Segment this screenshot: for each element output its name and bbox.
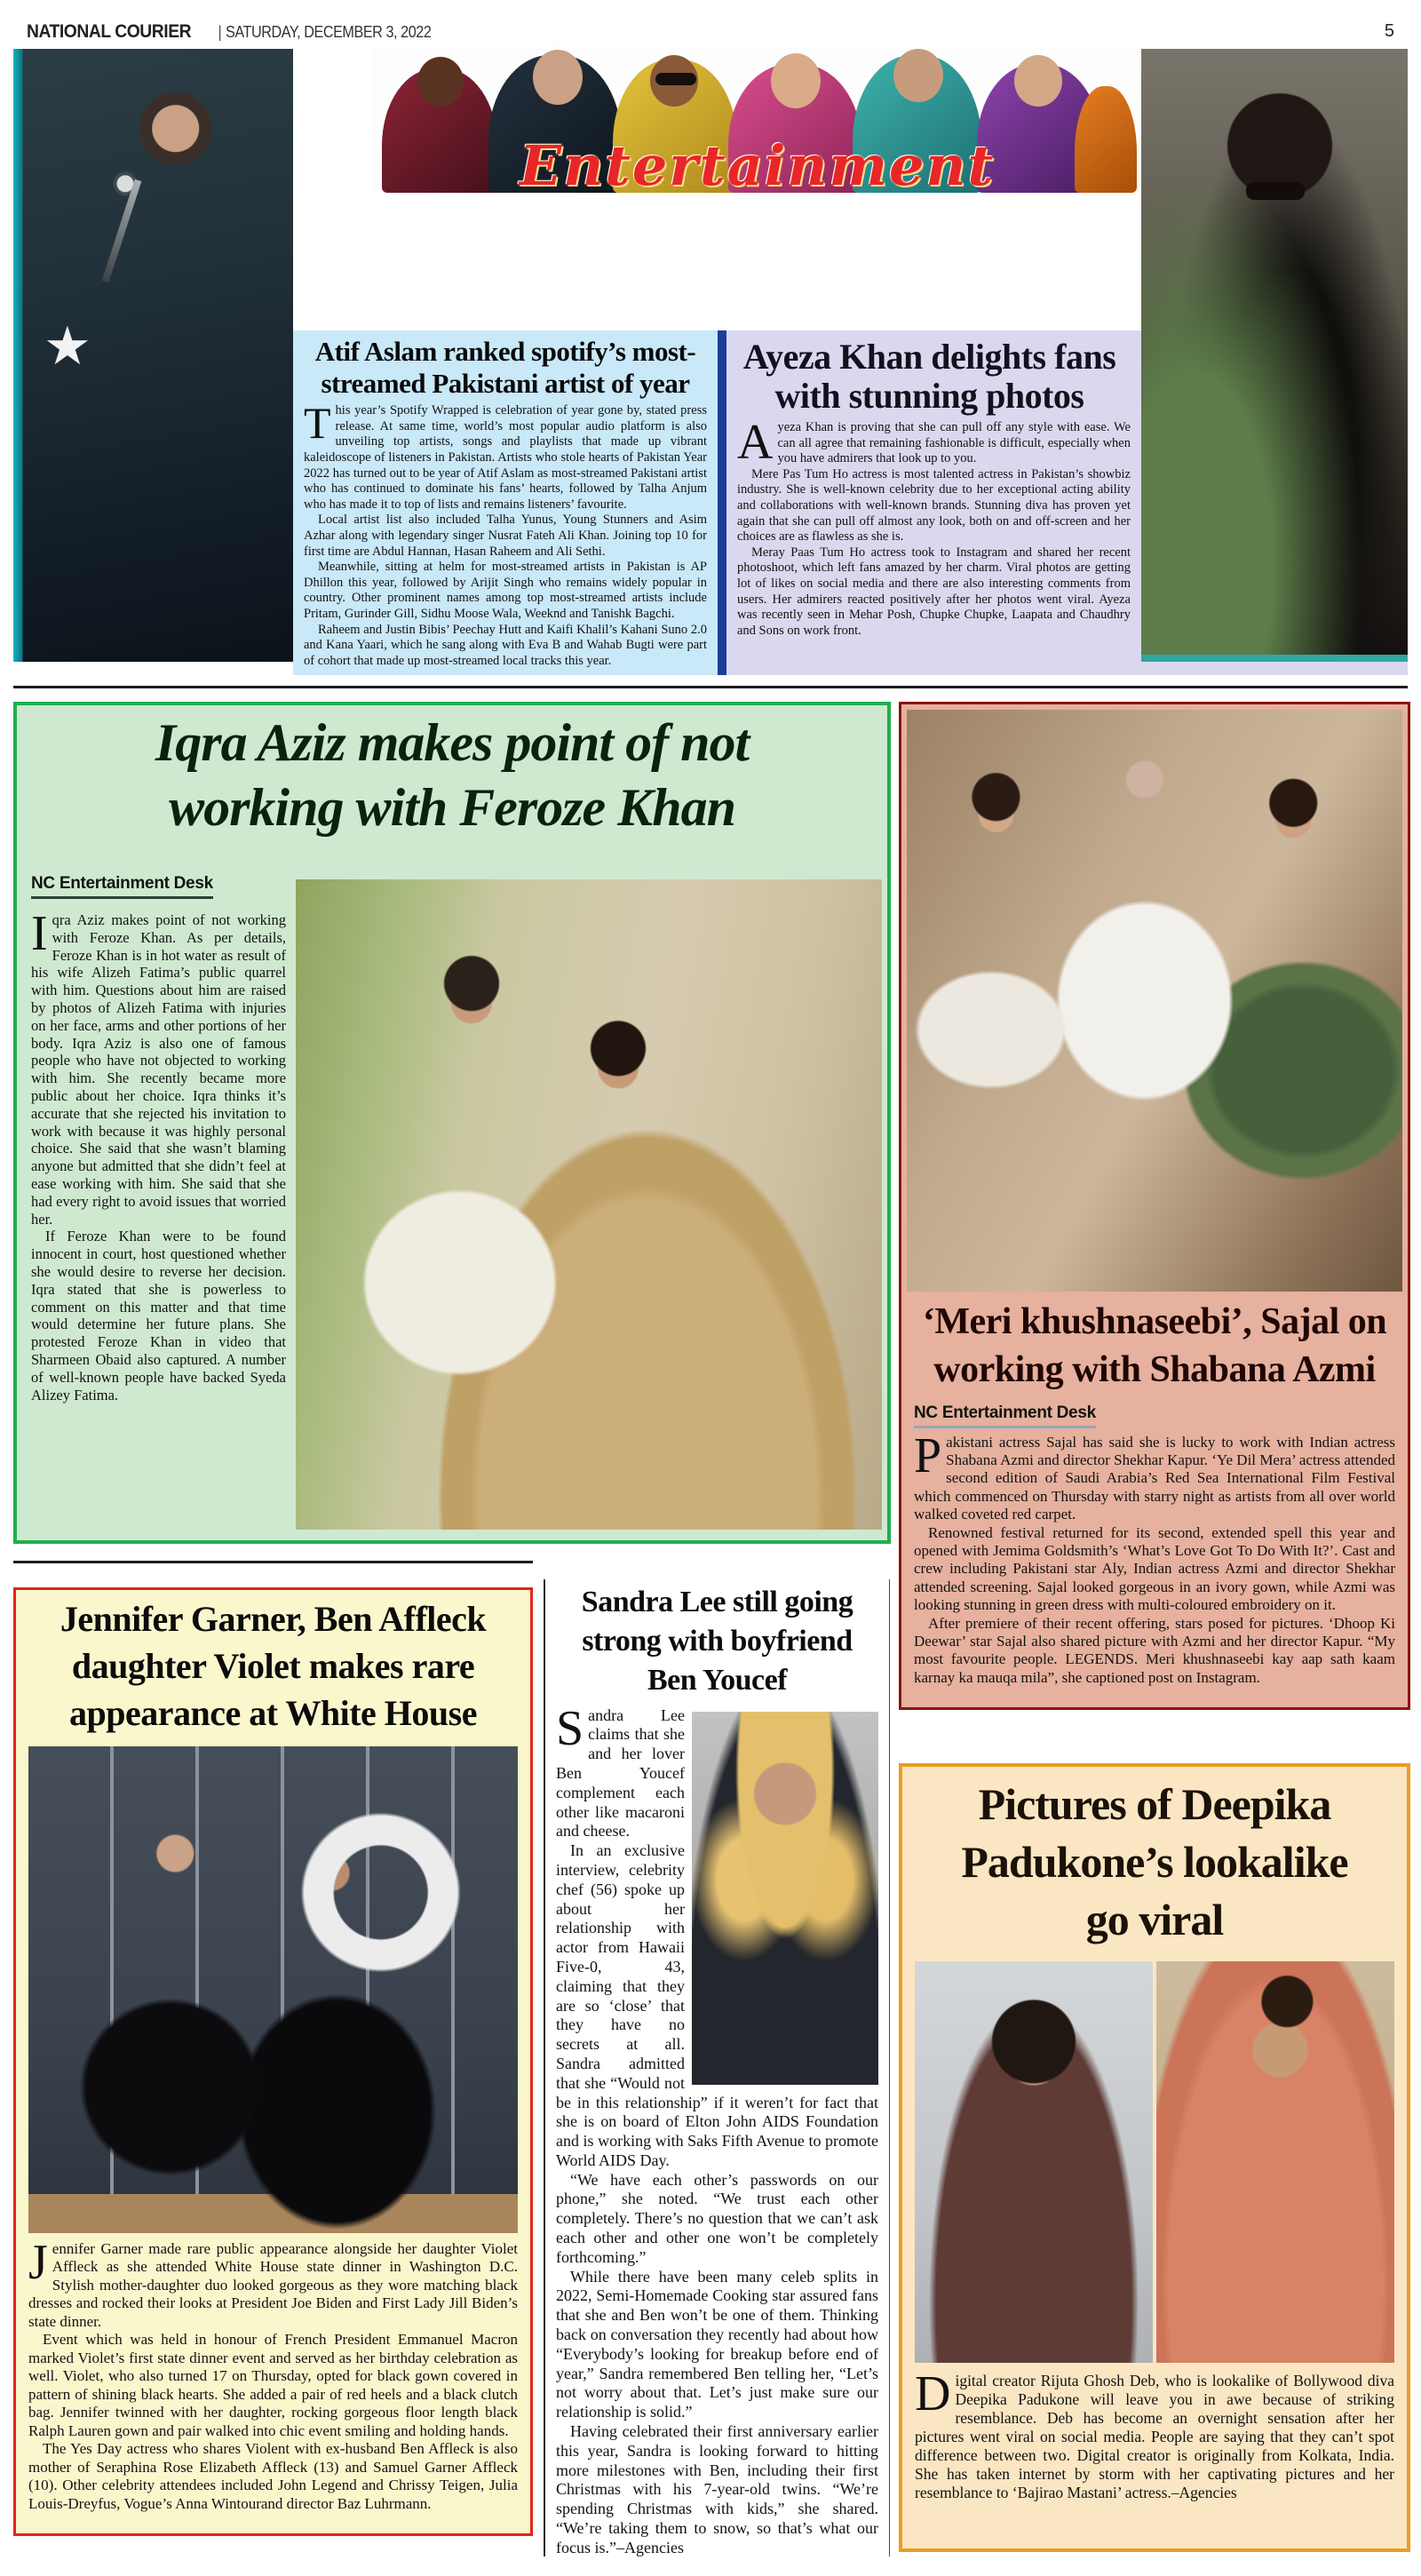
paragraph: Digital creator Rijuta Ghosh Deb, who is lookalike of Bollywood diva Deepika Padukone will leave you in awe because of striking resemblance. Deb has become an overnight sensation after her pictures went viral on social media. People are saying that they can’t spot difference between two. Digital creator is originally from Kolkata, India. She has taken internet by storm with her captivating pictures and her resemblance to ‘Bajirao Mastani’ actress.–Agencies: [915, 2366, 1394, 2501]
popart-face: [533, 50, 583, 105]
article-atif: [293, 330, 718, 675]
page-number: 5: [1384, 21, 1394, 41]
drop-cap: S: [556, 1700, 584, 1756]
drop-cap: T: [304, 398, 331, 449]
paragraph: While there have been many celeb splits in 2022, Semi-Homemade Cooking star assured fans that she and Ben won’t be one of them. Thinking back on conversation they recently had about how “Everybody’s looking for breakup before end of year,” Sandra remembered Ben telling her, “Let’s not worry about that. Let’s just make sure our relationship is solid.”: [556, 2267, 878, 2421]
byline: NC Entertainment Desk: [914, 1403, 1096, 1428]
paragraph: Jennifer Garner made rare public appearance alongside her daughter Violet Affleck as she attended White House state dinner in Washington D.C. Stylish mother-daughter duo looked gorgeous as they wore matching black dresses and rocked their looks at President Joe Biden and First Lady Jill Biden’s state dinner.: [28, 2234, 518, 2330]
paragraph: Sandra Lee claims that she and her lover Ben Youcef complement each other like macaroni and cheese.: [556, 1700, 685, 1841]
drop-cap: A: [737, 415, 774, 470]
paragraph: Ayeza Khan is proving that she can pull off any style with ease. We can all agree that remaining fashionable is difficult, especially when you have admirers that look up to you.: [737, 415, 1131, 470]
sandra-lee-photo: [692, 1712, 878, 2085]
paragraph: Local artist list also included Talha Yunus, Young Stunners and Asim Azhar along with legendary singer Nusrat Fateh Ali Khan. Joining top 10 for first time are Abdul Hannan, Hasan Raheem and Ali Sethi.: [304, 513, 707, 559]
atif-headline: Atif Aslam ranked spotify’s most-streamed Pakistani artist of year: [314, 336, 696, 399]
ayeza-khan-photo: [1141, 49, 1408, 662]
paragraph: Pakistani actress Sajal has said she is lucky to work with Indian actress Shabana Azmi and director Shekhar Kapur. ‘Ye Dil Mera’ actress attended second edition of Saudi Arabia’s Red Sea International Film Festival which commenced on Thursday with starry night as artists from all over world walked coveted red carpet.: [914, 1427, 1395, 1523]
article-iqra: [13, 702, 891, 1544]
popart-face: [1014, 55, 1062, 107]
paragraph: After premiere of their recent offering, stars posed for pictures. ‘Dhoop Ki Deewar’ star Sajal also shared picture with Azmi and her director Kapur. “My most favourite people. LEGENDS. Meri khushnaseebi kay aap sath kaam karnay ka mauqa mila”, she captioned post on Instagram.: [914, 1614, 1395, 1686]
paragraph: Iqra Aziz makes point of not working with Feroze Khan. As per details, Feroze Khan is in hot water as result of his wife Alizeh Fatima’s public quarrel with him. Questions about him are raised by photos of Alizeh Fatima with injuries on her face, arms and other portions of her body. Iqra Aziz is also one of famous people who have not objected to working with him. She recently became more public about her choice. Iqra thinks it’s accurate that she rejected his invitation to work with because it was highly personal choice. She said that she wasn’t blaming anyone but admitted that she didn’t feel at ease working with him. She said that she had every right to avoid issues that worried her.: [31, 911, 286, 1228]
popart-face: [771, 53, 821, 108]
sajal-headline: ‘Meri khushnaseebi’, Sajal on working with Shabana Azmi: [922, 1301, 1387, 1390]
drop-cap: D: [915, 2366, 951, 2421]
sunglasses-icon: [655, 73, 696, 85]
drop-cap: J: [28, 2234, 48, 2290]
popart-face: [417, 57, 464, 107]
deepika-body: [915, 2366, 1394, 2502]
drop-cap: I: [31, 911, 48, 961]
article-sajal: [899, 702, 1410, 1710]
sunglasses-icon: [1246, 182, 1305, 200]
lookalike-photo: [1156, 1961, 1394, 2363]
sajal-azmi-shekhar-photo: [907, 710, 1402, 1292]
sajal-body: [914, 1427, 1395, 1688]
paragraph: Meray Paas Tum Ho actress took to Instagram and shared her recent photoshoot, which left fans amazed by her charm. Viral photos are getting lot of likes on social media and there are also interesting comments from users. Her admirers reacted positively after her photos went viral. Ayeza was recently seen in Mehar Posh, Chupke Chupke, Laapata and Chaudhry and Sons on work front.: [737, 545, 1131, 638]
paragraph: Renowned festival returned for its second, extended spell this year and opened with Jemima Goldsmith’s ‘What’s Love Got To Do With It?’. Cast and crew including Pakistani star Aly, Indian actress Azmi and director Shekhar attended screening. Sajal looked gorgeous in an ivory gown, while Azmi was looking stunning in green dress with multi-coloured embroidery on it.: [914, 1523, 1395, 1614]
iqra-feroze-photo: [296, 879, 882, 1530]
paragraph: If Feroze Khan were to be found innocent in court, host questioned whether she would desire to reverse her decision. Iqra stated that she is powerless to comment on this matter and that time would determine her future plans. She protested Feroze Khan in video that Sharmeen Obaid also captured. A number of well-known people have backed Syeda Alizey Fatima.: [31, 1228, 286, 1403]
deepika-headline: Pictures of Deepika Padukone’s lookalike go viral: [961, 1779, 1348, 1944]
banner-title: Entertainment: [519, 133, 996, 193]
paragraph: Having celebrated their first anniversary earlier this year, Sandra is looking forward to hitting more milestones with Ben, including their first Christmas with his 7-year-old twins. “We’re spending Christmas with kids,” she shared. “We’re taking them to snow, so that’s what our focus is.”–Agencies: [556, 2422, 878, 2556]
atif-aslam-photo: [13, 49, 293, 662]
column-divider-rule: [13, 1561, 533, 1563]
sandra-body: [556, 1700, 878, 2556]
microphone-icon: [102, 179, 142, 283]
paragraph: In an exclusive interview, celebrity chef (56) spoke up about her relationship with actor from Hawaii Five-0, 43, claiming that they are so ‘close’ that they have no secrets at all. Sandra admitted that she “Would not be in this relationship” if it weren’t for fact that she is on board of Elton John AIDS Foundation and is working with Saks Fifth Avenue to promote World AIDS Day.: [556, 1841, 878, 2169]
section-divider-rule: [13, 686, 1408, 688]
paragraph: Meanwhile, sitting at helm for most-streamed artists in Pakistan is AP Dhillon this year, followed by Arijit Singh who remains widely popular in country. Other prominent names among top most-streamed artists include Pritam, Gurinder Gill, Sidhu Moose Wala, Weeknd and Tanishk Bagchi.: [304, 560, 707, 621]
article-sandra: [544, 1579, 890, 2556]
article-jennifer: [13, 1587, 533, 2536]
page-header: [27, 21, 1394, 48]
byline: NC Entertainment Desk: [31, 874, 213, 899]
iqra-body: [31, 911, 286, 1528]
masthead: NATIONAL COURIER: [27, 21, 192, 42]
jennifer-headline: Jennifer Garner, Ben Affleck daughter Violet makes rare appearance at White House: [60, 1599, 487, 1734]
ayeza-headline: Ayeza Khan delights fans with stunning photos: [742, 337, 1116, 416]
popart-face: [893, 49, 943, 102]
paragraph: Event which was held in honour of French President Emmanuel Macron marked Violet’s first state dinner event and served as her birthday celebration as well. Violet, who also turned 17 on Thursday, opted for black gown covered in pattern of shining black hearts. She added a pair of red heels and a black clutch bag. Jennifer twinned with her daughter, rocking gorgeous floor length black Ralph Lauren gown and pair walked into chic event smiling and holding hands.: [28, 2331, 518, 2439]
column-divider: [718, 330, 726, 675]
iqra-headline: Iqra Aziz makes point of not working with Feroze Khan: [155, 713, 750, 838]
paragraph: The Yes Day actress who shares Violent with ex-husband Ben Affleck is also mother of Seraphina Rose Elizabeth Affleck (13) and Samuel Garner Affleck (10). Other celebrity attendees included John Legend and Chrissy Teigen, Julia Louis-Dreyfus, Vogue’s Anna Wintourand director Baz Luhrmann.: [28, 2440, 518, 2512]
paragraph: Mere Pas Tum Ho actress is most talented actress in Pakistan’s showbiz industry. She is well-known celebrity due to her exceptional acting ability and collaborations with well-known brands. Stunning diva has proven yet again that she can pull off almost any look, both on and off-screen and her choices are as flawless as she is.: [737, 466, 1131, 545]
entertainment-banner: [373, 46, 1141, 193]
paragraph: Raheem and Justin Bibis’ Peechay Hutt and Kaifi Khalil’s Kahani Suno 2.0 and Kana Yaari, which he sang along with Eva B and Wahab Bugti were part of cohort that made up most-streamed local tracks this year.: [304, 622, 707, 668]
drop-cap: P: [914, 1427, 942, 1483]
sandra-headline: Sandra Lee still going strong with boyfriend Ben Youcef: [581, 1586, 853, 1697]
header-separator: |: [218, 23, 222, 41]
article-deepika: [899, 1763, 1410, 2552]
atif-body: [304, 398, 707, 669]
star-icon: ★: [44, 317, 91, 376]
deepika-photo-pair: [915, 1961, 1394, 2363]
jennifer-body: [28, 2234, 518, 2514]
paragraph: “We have each other’s passwords on our phone,” she noted. “We trust each other completely. There’s no question that we can’t ask each other and other one won’t be completely forthcoming.”: [556, 2170, 878, 2266]
paragraph: This year’s Spotify Wrapped is celebration of year gone by, stated press release. At same time, world’s most popular audio platform is also unveiling top artists, songs and playlists that made up vibrant kaleidoscope of listeners in Pakistan. Artists who stole hearts of Pakistan Year 2022 has turned out to be year of Atif Aslam as most-streamed Pakistani artist who has continued to dominate his fans’ hearts, followed by Talha Anjum who has made it to top of lists and remains listeners’ favourite.: [304, 398, 707, 512]
header-date: SATURDAY, DECEMBER 3, 2022: [225, 23, 432, 41]
deepika-padukone-photo: [915, 1961, 1153, 2363]
jennifer-violet-photo: [28, 1746, 518, 2233]
